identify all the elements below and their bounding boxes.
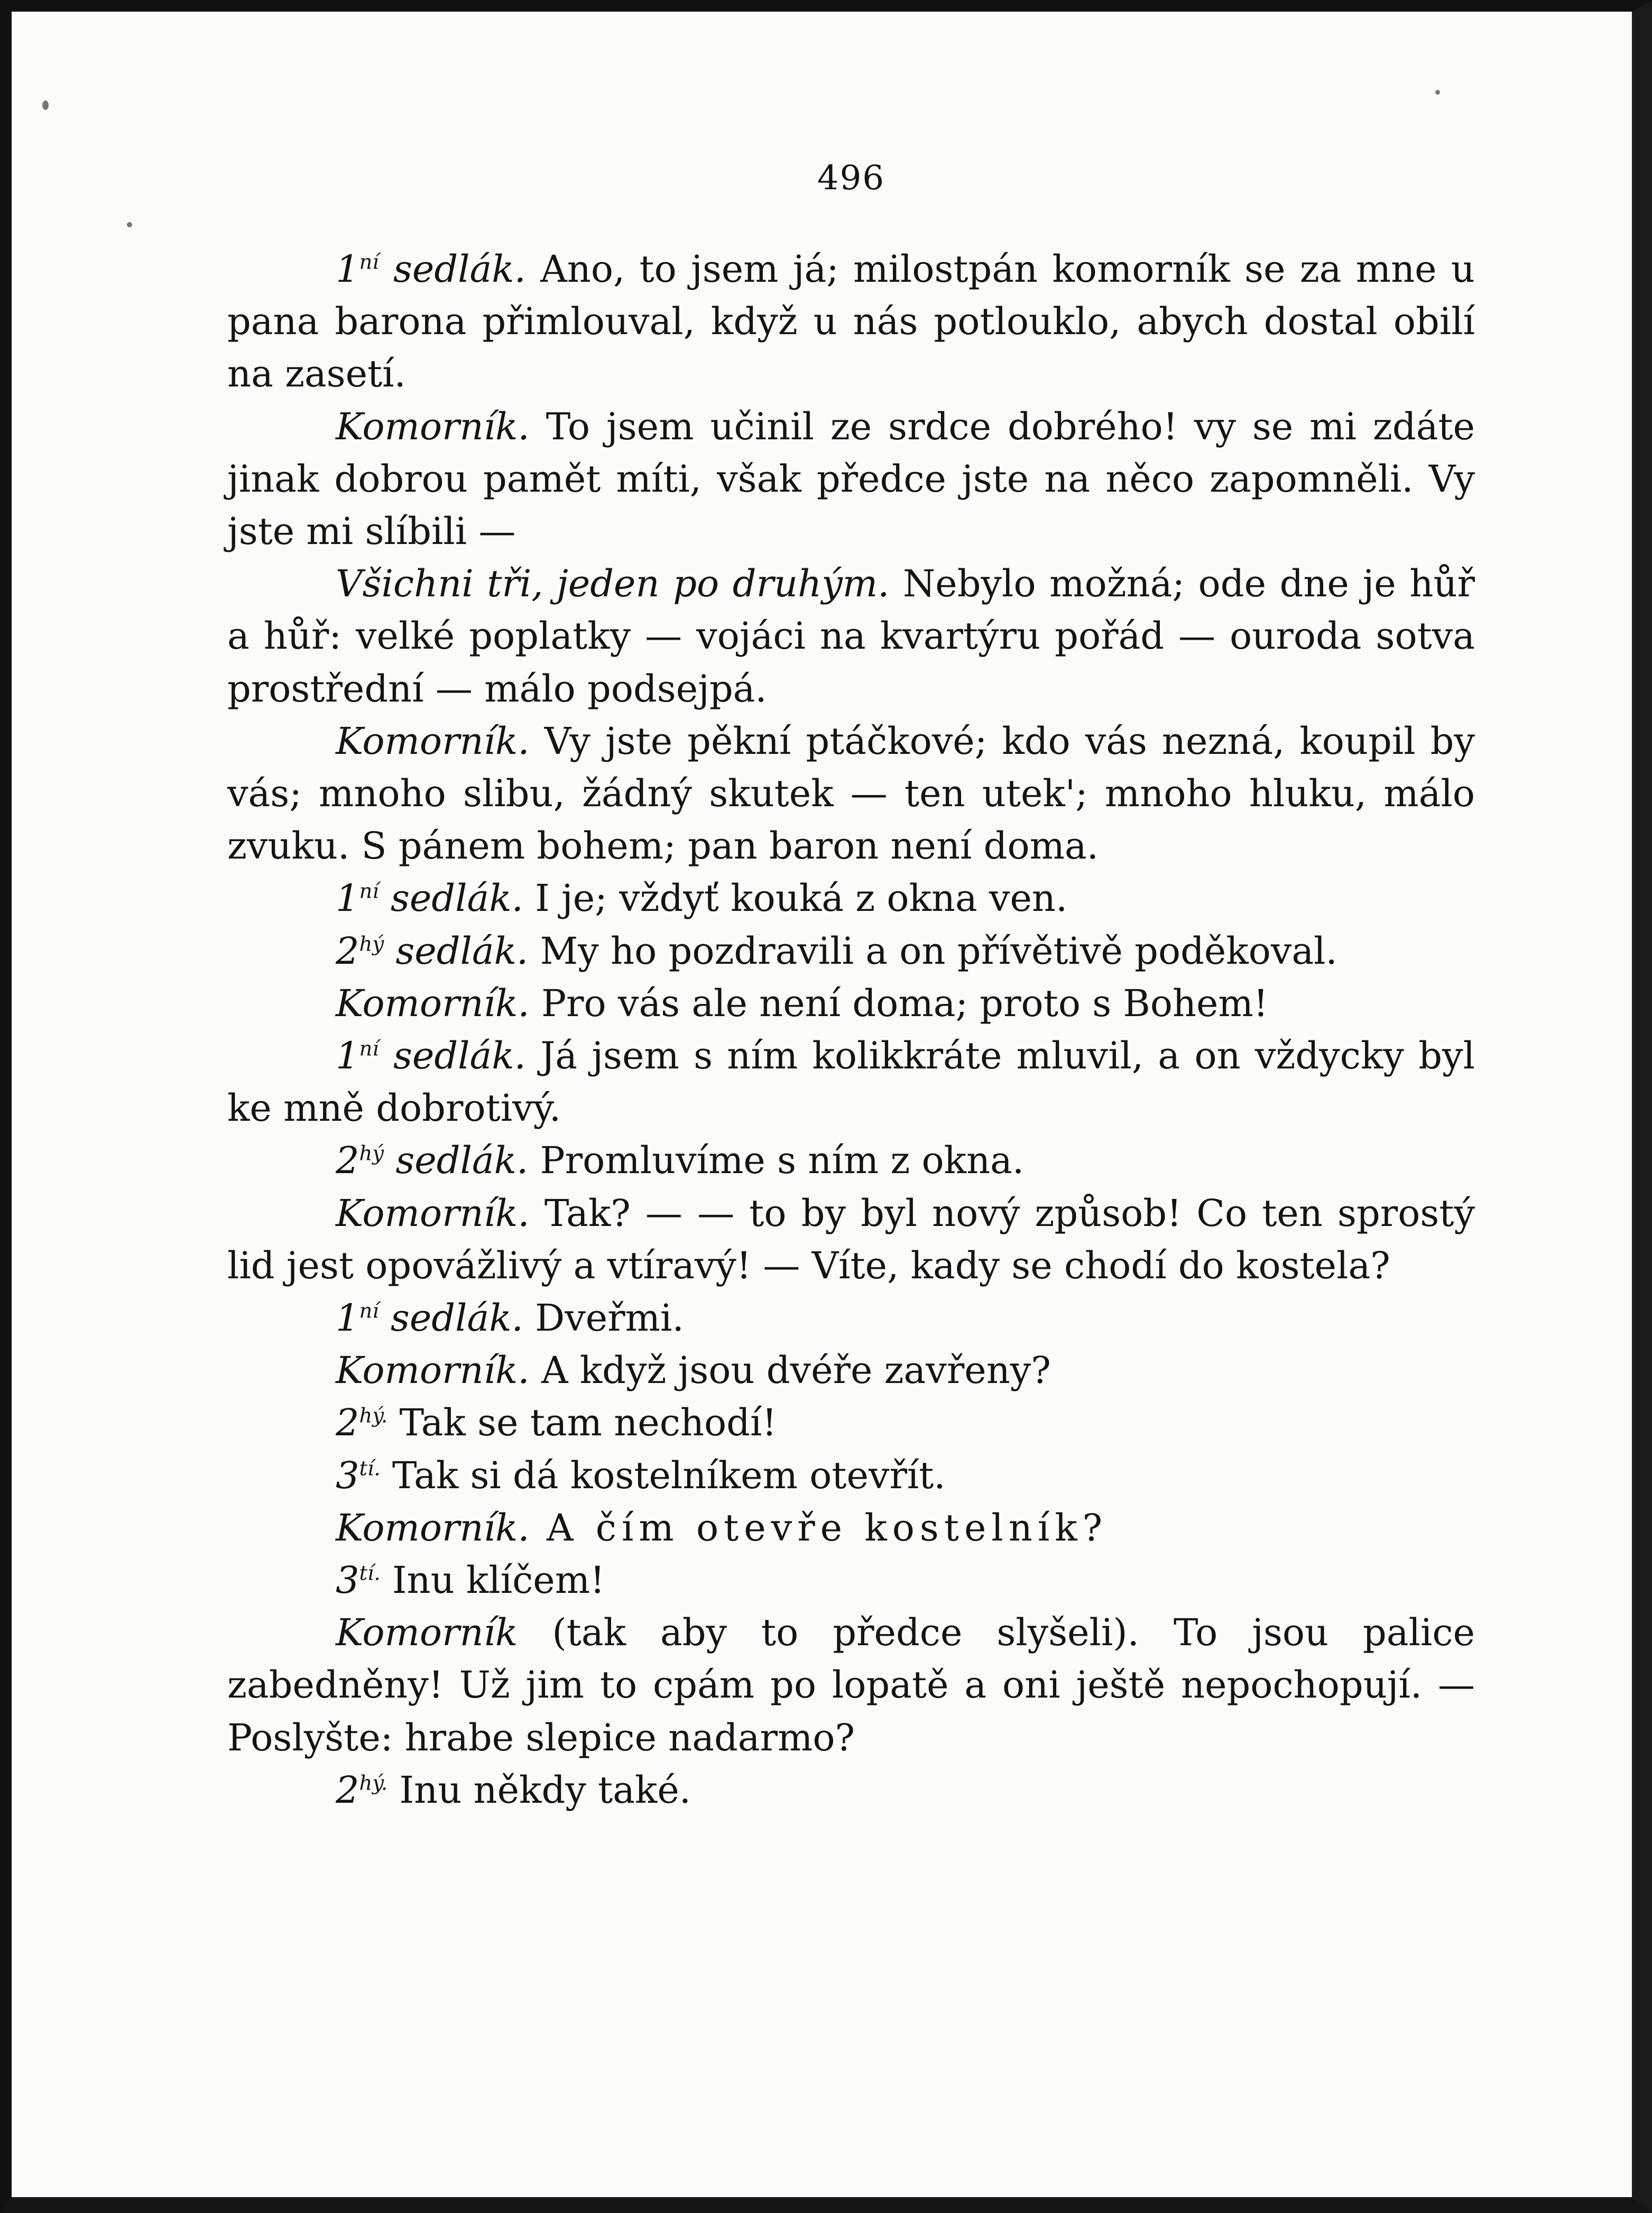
speaker-ordinal: 2 xyxy=(336,1139,359,1183)
dialogue-paragraph xyxy=(227,1344,1475,1397)
speaker-name: Komorník. xyxy=(336,719,530,763)
speaker-ordinal: 3 xyxy=(336,1453,359,1497)
spoken-text: My ho pozdravili a on přívětivě poděkoval. xyxy=(528,929,1337,973)
speaker-ordinal-suffix: ní xyxy=(359,1299,379,1323)
spoken-text: A čím otevře kostelník? xyxy=(529,1506,1108,1550)
scan-speck xyxy=(42,100,49,110)
dialogue-paragraph xyxy=(227,1397,1475,1449)
dialogue-paragraph xyxy=(227,1607,1475,1764)
speaker-ordinal-suffix: hý. xyxy=(359,1771,388,1795)
spoken-text: To jsem učinil ze srdce dobrého! vy se mi zdáte jinak dobrou pamět míti, však předce jste na něco zapomněli. Vy jste mi slíbili — xyxy=(227,404,1475,554)
speaker-name: Komorník. xyxy=(336,1506,530,1550)
speaker-ordinal: 3 xyxy=(336,1559,359,1602)
spoken-text: Dveřmi. xyxy=(523,1296,684,1340)
speaker-name: sedlák. xyxy=(395,929,529,973)
speaker-name: sedlák. xyxy=(393,1034,526,1078)
page-text xyxy=(227,243,1475,1816)
spoken-text: Tak si dá kostelníkem otevřít. xyxy=(380,1453,946,1497)
spoken-text: Promluvíme s ním z okna. xyxy=(528,1139,1025,1183)
dialogue-paragraph xyxy=(227,925,1475,978)
speaker-ordinal-suffix: hý. xyxy=(359,1404,388,1428)
speaker-ordinal: 2 xyxy=(336,1768,359,1812)
speaker-ordinal-suffix: ní xyxy=(359,1037,379,1061)
spoken-text: Inu klíčem! xyxy=(380,1559,605,1602)
spoken-text: Nebylo možná; ode dne je hůř a hůř: velké poplatky — vojáci na kvartýru pořád — ouroda sotva prostřední — málo podsejpá. xyxy=(227,562,1475,711)
speaker-name: sedlák. xyxy=(390,877,523,920)
speaker-name: Komorník. xyxy=(336,1191,530,1235)
speaker-ordinal-suffix: hý xyxy=(359,932,384,956)
dialogue-paragraph xyxy=(227,243,1475,401)
speaker-name: sedlák. xyxy=(395,1139,529,1183)
spoken-text: To jsou palice zabedněny! Už jim to cpám po lopatě a oni ještě nepochopují. — Poslyšte: hrabe slepice nadarmo? xyxy=(227,1611,1475,1759)
scan-speck xyxy=(1435,90,1440,95)
speaker-ordinal: 2 xyxy=(336,1401,359,1445)
speaker-ordinal-suffix: ní xyxy=(359,880,379,904)
spoken-text: A když jsou dvéře zavřeny? xyxy=(529,1349,1051,1393)
dialogue-paragraph xyxy=(227,1187,1475,1292)
speaker-ordinal: 1 xyxy=(336,247,359,291)
speaker-ordinal: 2 xyxy=(336,929,359,973)
speaker-name: Všichni tři, jeden po druhým. xyxy=(336,562,890,606)
speaker-ordinal-suffix: ní xyxy=(359,250,379,274)
speaker-ordinal-suffix: tí. xyxy=(359,1456,381,1481)
spoken-text: Tak? — — to by byl nový způsob! Co ten sprostý lid jest opovážlivý a vtíravý! — Víte, kady se chodí do kostela? xyxy=(227,1191,1475,1287)
dialogue-paragraph xyxy=(227,978,1475,1030)
spoken-text: I je; vždyť kouká z okna ven. xyxy=(523,877,1068,920)
speaker-ordinal-suffix: hý xyxy=(359,1142,384,1166)
speaker-ordinal: 1 xyxy=(336,877,359,920)
speaker-name: Komorník. xyxy=(336,404,530,448)
speaker-ordinal: 1 xyxy=(336,1296,359,1340)
spoken-text: Ano, to jsem já; milostpán komorník se za mne u pana barona přimlouval, když u nás potlouklo, abych dostal obilí na zasetí. xyxy=(227,247,1475,396)
dialogue-paragraph xyxy=(227,1554,1475,1607)
dialogue-paragraph xyxy=(227,1030,1475,1135)
dialogue-paragraph xyxy=(227,1450,1475,1502)
dialogue-paragraph xyxy=(227,1135,1475,1187)
dialogue-paragraph xyxy=(227,401,1475,558)
dialogue-paragraph xyxy=(227,1292,1475,1344)
spoken-text: Inu někdy také. xyxy=(387,1768,691,1812)
spoken-text: Vy jste pěkní ptáčkové; kdo vás nezná, koupil by vás; mnoho slibu, žádný skutek — ten utek'; mnoho hluku, málo zvuku. S pánem bohem; pan baron není doma. xyxy=(227,719,1475,868)
dialogue-paragraph xyxy=(227,1764,1475,1816)
speaker-name: Komorník. xyxy=(336,1349,530,1393)
dialogue-paragraph xyxy=(227,872,1475,925)
spoken-text: Tak se tam nechodí! xyxy=(387,1401,777,1445)
dialogue-paragraph xyxy=(227,715,1475,873)
scan-speck xyxy=(127,222,132,227)
speaker-ordinal-suffix: tí. xyxy=(359,1561,381,1585)
speaker-name: sedlák. xyxy=(393,247,526,291)
spoken-text: Pro vás ale není doma; proto s Bohem! xyxy=(529,981,1268,1025)
dialogue-paragraph xyxy=(227,1502,1475,1554)
speaker-name: sedlák. xyxy=(390,1296,523,1340)
stage-direction: (tak aby to předce slyšeli). xyxy=(518,1611,1139,1655)
speaker-name: Komorník. xyxy=(336,981,530,1025)
spoken-text: Já jsem s ním kolikkráte mluvil, a on vždycky byl ke mně dobrotivý. xyxy=(227,1034,1475,1130)
speaker-ordinal: 1 xyxy=(336,1034,359,1078)
page-number: 496 xyxy=(817,159,885,198)
speaker-name: Komorník xyxy=(336,1611,518,1655)
dialogue-paragraph xyxy=(227,558,1475,715)
